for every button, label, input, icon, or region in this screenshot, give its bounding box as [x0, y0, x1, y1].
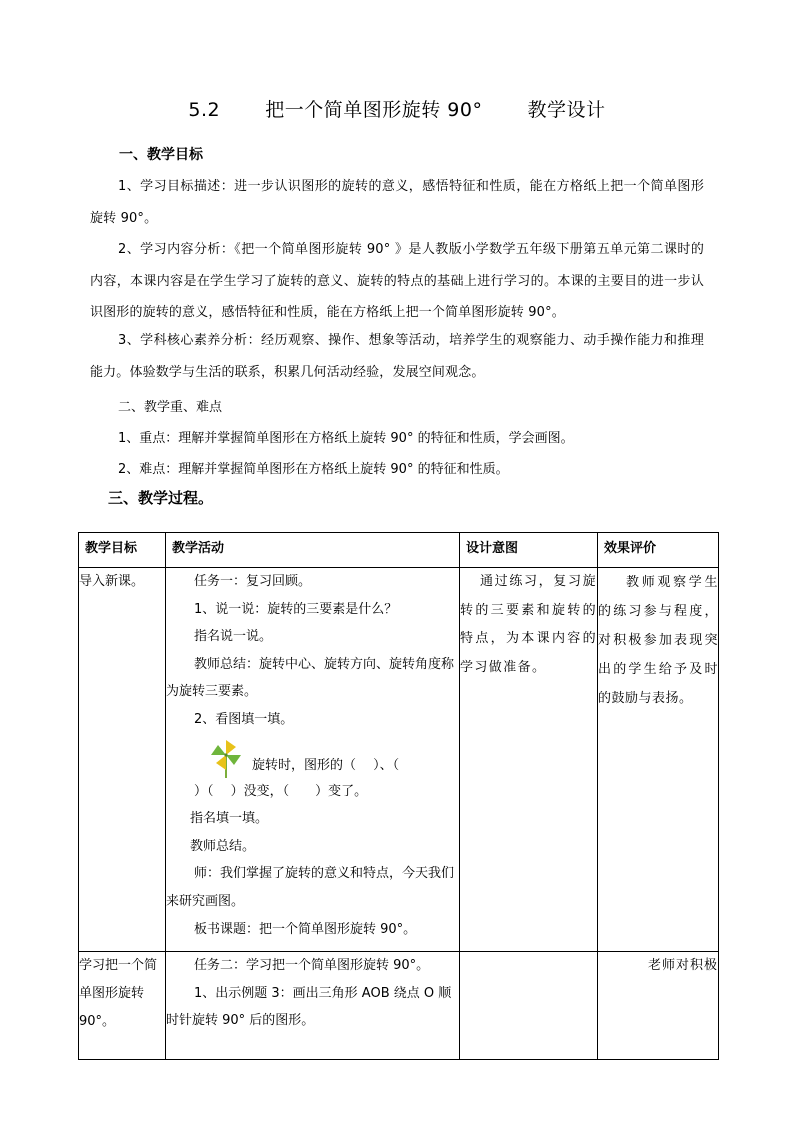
- activity-line: 任务一：复习回顾。: [194, 574, 312, 589]
- section-heading-process: 三、教学过程。: [108, 489, 214, 507]
- row1-activities: [166, 568, 460, 952]
- activity-line: 教师总结：旋转中心、旋转方向、旋转角度称为旋转三要素。: [166, 656, 455, 700]
- paragraph-goal-description: 1、学习目标描述：进一步认识图形的旋转的意义，感悟特征和性质，能在方格纸上把一个简单图形旋转 90°。: [90, 179, 704, 226]
- table-row: [79, 952, 719, 1060]
- activity-line: 旋转时，图形的（ ）、（: [252, 757, 400, 773]
- row1-intent: 通过练习，复习旋转的三要素和旋转的特点，为本课内容的学习做准备。: [460, 568, 598, 952]
- title-main: 把一个简单图形旋转 90°: [265, 99, 483, 121]
- header-intent: 设计意图: [460, 533, 598, 568]
- activity-line: 指名填一填。: [190, 811, 269, 827]
- paragraph-core-literacy: 3、学科核心素养分析：经历观察、操作、想象等活动，培养学生的观察能力、动手操作能力和推理能力。体验数学与生活的联系，积累几何活动经验，发展空间观念。: [90, 333, 704, 380]
- activity-line: 1、出示例题 3：画出三角形 AOB 绕点 O 顺时针旋转 90° 后的图形。: [166, 985, 452, 1029]
- section-heading-goals: 一、教学目标: [119, 147, 203, 163]
- activity-line: 1、说一说：旋转的三要素是什么？: [194, 601, 398, 617]
- paragraph-content-analysis: 2、学习内容分析：《把一个简单图形旋转 90° 》是人教版小学数学五年级下册第五单元第二课时的内容，本课内容是在学生学习了旋转的意义、旋转的特点的基础上进行学习的。本课的主要目的进一步认识图形的旋转的意义，感悟特征和性质，能在方格纸上把一个简单图形旋转 90°。: [90, 242, 704, 320]
- row1-effect: 教师观察学生的练习参与程度，对积极参加表现突出的学生给予及时的鼓励与表扬。: [598, 568, 719, 952]
- activity-line: 板书课题：把一个简单图形旋转 90°。: [194, 921, 417, 937]
- row2-effect: 老师对积极: [598, 952, 719, 1060]
- activity-line: 2、看图填一填。: [194, 711, 294, 727]
- pinwheel-icon: [210, 738, 242, 778]
- row2-activities: [166, 952, 460, 1060]
- pinwheel-figure: [166, 738, 459, 778]
- activity-line: ）（ ）没变，（ ）变了。: [194, 783, 368, 799]
- activity-line: 指名说一说。: [194, 629, 273, 645]
- activity-line: 师：我们掌握了旋转的意义和特点，今天我们来研究画图。: [166, 866, 455, 909]
- header-goal: 教学目标: [79, 533, 166, 568]
- header-activity: 教学活动: [166, 533, 460, 568]
- header-effect: 效果评价: [598, 533, 719, 568]
- title-number: 5.2: [188, 99, 221, 121]
- activity-line: 任务二：学习把一个简单图形旋转 90°。: [194, 958, 430, 973]
- table-row: [79, 568, 719, 952]
- row2-intent: [460, 952, 598, 1060]
- activity-line: 教师总结。: [190, 838, 256, 854]
- section-heading-keypoints: 二、教学重、难点: [118, 400, 223, 415]
- table-header-row: [79, 533, 719, 568]
- lesson-plan-table: [78, 532, 719, 1060]
- row2-goal: 学习把一个简单图形旋转 90°。: [79, 952, 166, 1060]
- page-title: [0, 96, 794, 124]
- row1-goal: 导入新课。: [79, 568, 166, 952]
- keypoint-difficulty: 2、难点：理解并掌握简单图形在方格纸上旋转 90° 的特征和性质。: [118, 462, 509, 477]
- keypoint-focus: 1、重点：理解并掌握简单图形在方格纸上旋转 90° 的特征和性质，学会画图。: [118, 431, 574, 446]
- title-suffix: 教学设计: [527, 99, 606, 121]
